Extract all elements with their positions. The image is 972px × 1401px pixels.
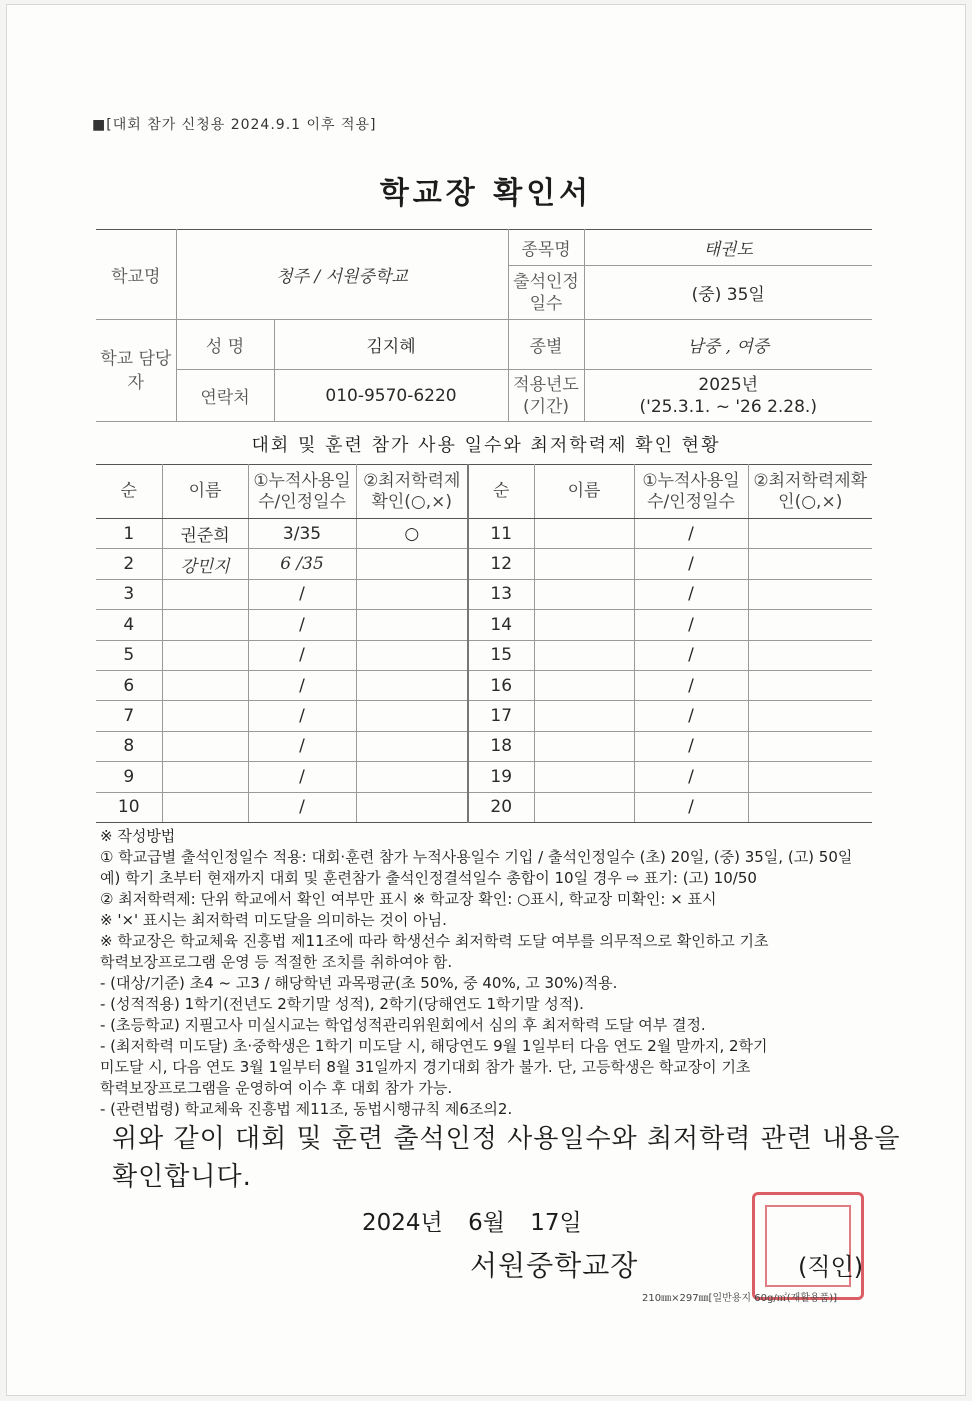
applied-period-value: ('25.3.1. ~ '26 2.28.)	[639, 396, 817, 417]
col-header-check: ②최저학력제확인(○,×)	[356, 465, 468, 519]
student-name	[534, 519, 634, 549]
table-row	[96, 762, 872, 792]
row-number: 7	[96, 701, 162, 731]
manager-name-label: 성 명	[176, 320, 274, 370]
min-score-check	[748, 640, 872, 670]
status-rows	[96, 519, 872, 823]
attendance-days-value: (중) 35일	[584, 266, 872, 320]
days-used: /	[634, 701, 748, 731]
col-header-name-right: 이름	[534, 465, 634, 519]
student-name	[534, 670, 634, 700]
instruction-line: ※ 학교장은 학교체육 진흥법 제11조에 따라 학생선수 최저학력 도달 여부를 의무적으로 확인하고 기초	[100, 932, 769, 950]
row-number: 5	[96, 640, 162, 670]
row-number: 6	[96, 670, 162, 700]
min-score-check	[356, 610, 468, 640]
days-used: /	[248, 701, 356, 731]
row-number: 3	[96, 579, 162, 609]
student-name	[162, 731, 248, 761]
document-title: 학교장 확인서	[379, 176, 593, 211]
student-name	[162, 701, 248, 731]
school-name-value: 청주 / 서원중학교	[176, 230, 508, 320]
min-score-check	[356, 792, 468, 822]
col-header-no-right: 순	[468, 465, 534, 519]
instruction-line: - (대상/기준) 초4 ~ 고3 / 해당학년 과목평균(초 50%, 중 40%, 고 30%)적용.	[100, 974, 618, 992]
days-used: 3/35	[248, 519, 356, 549]
confirmation-line-1: 위와 같이 대회 및 훈련 출석인정 사용일수와 최저학력 관련 내용을	[112, 1124, 901, 1154]
row-number: 2	[96, 549, 162, 579]
form-header-tag: ■[대회 참가 신청용 2024.9.1 이후 적용]	[92, 117, 377, 133]
confirmation-statement	[112, 1120, 901, 1196]
official-seal-stamp	[752, 1192, 864, 1300]
paper-size-note: 210㎜×297㎜[일반용지 60g/㎡(재활용품)]	[642, 1293, 838, 1304]
student-name	[534, 762, 634, 792]
date-month: 6월	[468, 1210, 505, 1236]
instruction-line: - (최저학력 미도달) 초·중학생은 1학기 미도달 시, 해당연도 9월 1일부터 다음 연도 2월 말까지, 2학기	[100, 1037, 768, 1055]
min-score-check	[748, 792, 872, 822]
col-header-days-right: ①누적사용일수/인정일수	[634, 465, 748, 519]
row-number: 19	[468, 762, 534, 792]
student-name	[534, 549, 634, 579]
min-score-check	[356, 549, 468, 579]
applied-year-cell	[584, 370, 872, 422]
instruction-line: 미도달 시, 다음 연도 3월 1일부터 8월 31일까지 경기대회 참가 불가. 단, 고등학생은 학교장이 기초	[100, 1058, 751, 1076]
min-score-check: ○	[356, 519, 468, 549]
min-score-check	[356, 640, 468, 670]
student-name	[162, 792, 248, 822]
min-score-check	[356, 731, 468, 761]
days-used: /	[248, 670, 356, 700]
student-name	[534, 792, 634, 822]
table-row	[96, 640, 872, 670]
instruction-line: - (초등학교) 지필고사 미실시교는 학업성적관리위원회에서 심의 후 최저학력 도달 여부 결정.	[100, 1016, 706, 1034]
school-manager-label: 학교 담당자	[96, 320, 176, 422]
school-name-label: 학교명	[96, 230, 176, 320]
days-used: /	[248, 792, 356, 822]
issue-date	[362, 1204, 600, 1237]
min-score-check	[748, 731, 872, 761]
days-used: /	[634, 640, 748, 670]
col-header-days: ①누적사용일수/인정일수	[248, 465, 356, 519]
instruction-line: 학력보장프로그램을 운영하여 이수 후 대회 참가 가능.	[100, 1079, 453, 1097]
instruction-line: ※ 작성방법	[100, 827, 176, 845]
days-used: /	[634, 762, 748, 792]
contact-label: 연락처	[176, 370, 274, 422]
student-name	[162, 579, 248, 609]
days-used: /	[634, 731, 748, 761]
row-number: 15	[468, 640, 534, 670]
days-used: /	[248, 640, 356, 670]
table-row	[96, 731, 872, 761]
col-header-no: 순	[96, 465, 162, 519]
student-name	[534, 579, 634, 609]
days-used: /	[248, 731, 356, 761]
school-info-table	[96, 229, 872, 422]
col-header-check-right: ②최저학력제확인(○,×)	[748, 465, 872, 519]
student-name	[534, 610, 634, 640]
table-row	[96, 670, 872, 700]
student-name	[162, 610, 248, 640]
manager-name-value: 김지혜	[274, 320, 508, 370]
days-used: /	[634, 610, 748, 640]
student-name	[162, 762, 248, 792]
instruction-line: ② 최저학력제: 단위 학교에서 확인 여부만 표시 ※ 학교장 확인: ○표시, 학교장 미확인: × 표시	[100, 890, 717, 908]
table-row	[96, 519, 872, 549]
row-number: 20	[468, 792, 534, 822]
table-row	[96, 579, 872, 609]
min-score-check	[356, 670, 468, 700]
min-score-check	[748, 701, 872, 731]
instruction-line: - (성적적용) 1학기(전년도 2학기말 성적), 2학기(당해연도 1학기말 성적).	[100, 995, 584, 1013]
instruction-line: 예) 학기 초부터 현재까지 대회 및 훈련참가 출석인정결석일수 총합이 10일 경우 ⇨ 표기: (고) 10/50	[100, 869, 757, 887]
date-year: 2024년	[362, 1210, 443, 1236]
min-score-check	[748, 670, 872, 700]
col-header-name: 이름	[162, 465, 248, 519]
row-number: 10	[96, 792, 162, 822]
table-row	[96, 549, 872, 579]
row-number: 13	[468, 579, 534, 609]
min-score-check	[748, 519, 872, 549]
days-used: /	[634, 792, 748, 822]
row-number: 11	[468, 519, 534, 549]
student-name: 강민지	[162, 549, 248, 579]
instruction-line: - (관련법령) 학교체육 진흥법 제11조, 동법시행규칙 제6조의2.	[100, 1100, 513, 1118]
min-score-check	[356, 701, 468, 731]
min-score-check	[748, 610, 872, 640]
row-number: 12	[468, 549, 534, 579]
contact-value: 010-9570-6220	[274, 370, 508, 422]
min-score-check	[748, 549, 872, 579]
instruction-line: ① 학교급별 출석인정일수 적용: 대회·훈련 참가 누적사용일수 기입 / 출석인정일수 (초) 20일, (중) 35일, (고) 50일	[100, 848, 853, 866]
instruction-line: 학력보장프로그램 운영 등 적절한 조치를 취하여야 함.	[100, 953, 453, 971]
confirmation-line-2: 확인합니다.	[112, 1162, 252, 1192]
gender-value: 남중 , 여중	[584, 320, 872, 370]
row-number: 14	[468, 610, 534, 640]
attendance-days-label: 출석인정 일수	[508, 266, 584, 320]
student-name	[534, 701, 634, 731]
days-used: /	[634, 670, 748, 700]
min-score-check	[356, 579, 468, 609]
instruction-line: ※ '×' 표시는 최저학력 미도달을 의미하는 것이 아님.	[100, 911, 447, 929]
table-row	[96, 701, 872, 731]
row-number: 16	[468, 670, 534, 700]
student-name	[534, 731, 634, 761]
writing-instructions	[100, 826, 880, 1120]
student-name	[162, 670, 248, 700]
days-used: /	[634, 579, 748, 609]
min-score-check	[748, 762, 872, 792]
row-number: 9	[96, 762, 162, 792]
date-day: 17일	[530, 1210, 582, 1236]
days-used: 6 /35	[248, 549, 356, 579]
min-score-check	[748, 579, 872, 609]
days-used: /	[634, 519, 748, 549]
table-row	[96, 610, 872, 640]
principal-title: 서원중학교장	[470, 1249, 639, 1282]
row-number: 8	[96, 731, 162, 761]
applied-year-label: 적용년도 (기간)	[508, 370, 584, 422]
status-heading: 대회 및 훈련 참가 사용 일수와 최저학력제 확인 현황	[251, 435, 721, 456]
gender-label: 종별	[508, 320, 584, 370]
participation-status-table	[96, 464, 872, 823]
days-used: /	[248, 762, 356, 792]
min-score-check	[356, 762, 468, 792]
row-number: 17	[468, 701, 534, 731]
student-name	[162, 640, 248, 670]
row-number: 4	[96, 610, 162, 640]
applied-year-value: 2025년	[698, 374, 759, 395]
row-number: 18	[468, 731, 534, 761]
event-label: 종목명	[508, 230, 584, 266]
days-used: /	[634, 549, 748, 579]
row-number: 1	[96, 519, 162, 549]
days-used: /	[248, 610, 356, 640]
student-name	[534, 640, 634, 670]
student-name: 권준희	[162, 519, 248, 549]
event-value: 태권도	[584, 230, 872, 266]
table-row	[96, 792, 872, 822]
seal-label: (직인)	[798, 1253, 864, 1281]
days-used: /	[248, 579, 356, 609]
